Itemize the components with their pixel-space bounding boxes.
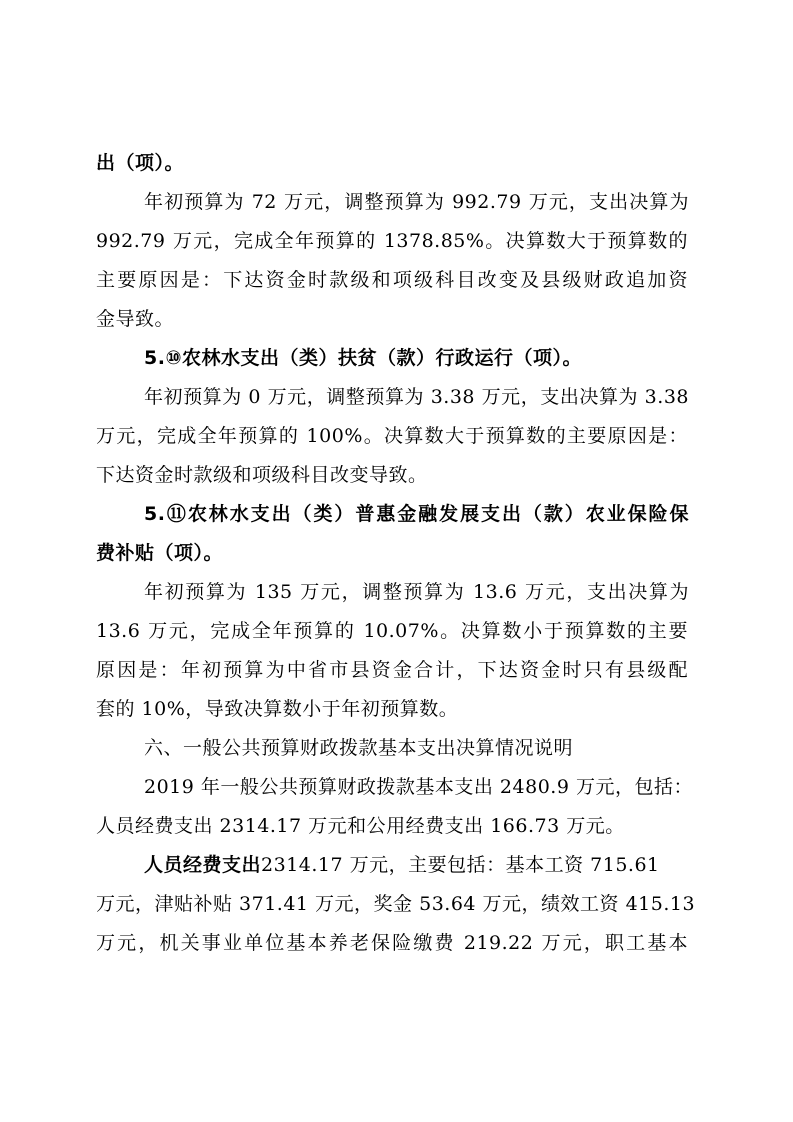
line-1: 出（项）。: [96, 152, 185, 174]
line-7: 年初预算为 0 万元，调整预算为 3.38 万元，支出决算为 3.38: [144, 386, 689, 408]
line-14: 原因是：年初预算为中省市县资金合计，下达资金时只有县级配: [96, 659, 688, 681]
line-8: 万元，完成全年预算的 100%。决算数大于预算数的主要原因是：: [96, 425, 688, 447]
line-19: 人员经费支出2314.17 万元，主要包括：基本工资 715.61: [144, 854, 660, 876]
line-12: 年初预算为 135 万元，调整预算为 13.6 万元，支出决算为: [144, 581, 689, 603]
line-9: 下达资金时款级和项级科目改变导致。: [96, 464, 428, 486]
line-21: 万元，机关事业单位基本养老保险缴费 219.22 万元，职工基本: [96, 932, 688, 954]
line-5: 金导致。: [96, 308, 175, 330]
line-17: 2019 年一般公共预算财政拨款基本支出 2480.9 万元，包括：: [144, 776, 693, 798]
heading-5-10: 5.⑩农林水支出（类）扶贫（款）行政运行（项）。: [144, 347, 583, 369]
line-4: 主要原因是：下达资金时款级和项级科目改变及县级财政追加资: [96, 269, 688, 291]
line-13: 13.6 万元，完成全年预算的 10.07%。决算数小于预算数的主要: [96, 620, 688, 642]
line-20: 万元，津贴补贴 371.41 万元，奖金 53.64 万元，绩效工资 415.13: [96, 893, 696, 915]
heading-5-11: 5.⑪农林水支出（类）普惠金融发展支出（款）农业保险保: [144, 503, 689, 525]
section-heading-6: 六、一般公共预算财政拨款基本支出决算情况说明: [144, 737, 574, 759]
line-2: 年初预算为 72 万元，调整预算为 992.79 万元，支出决算为: [144, 191, 689, 213]
line-18: 人员经费支出 2314.17 万元和公用经费支出 166.73 万元。: [96, 815, 625, 837]
line-3: 992.79 万元，完成全年预算的 1378.85%。决算数大于预算数的: [96, 230, 688, 252]
line-15: 套的 10%，导致决算数小于年初预算数。: [96, 698, 459, 720]
line-11: 费补贴（项）。: [96, 542, 224, 564]
personnel-expense-lead: 人员经费支出: [144, 854, 262, 876]
